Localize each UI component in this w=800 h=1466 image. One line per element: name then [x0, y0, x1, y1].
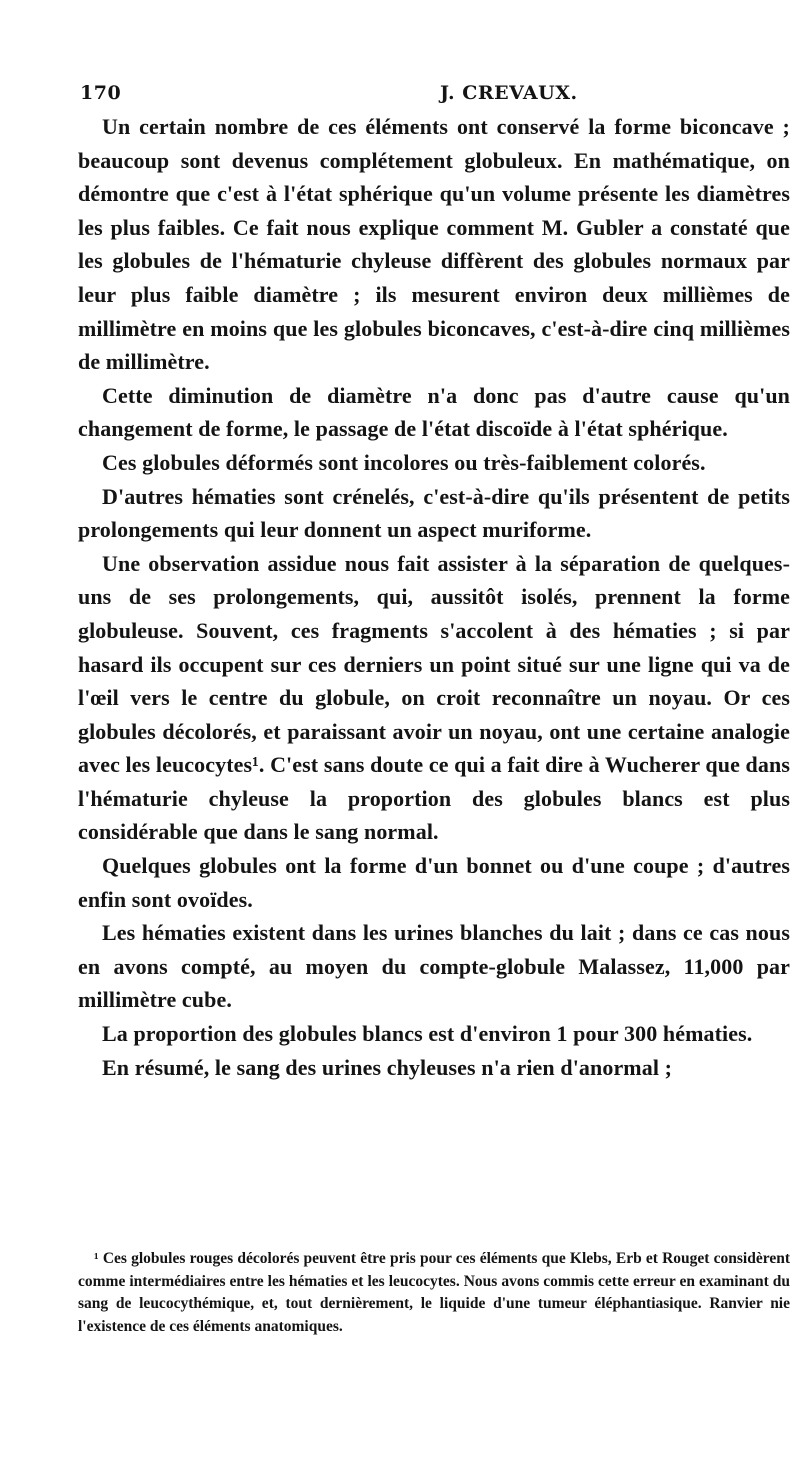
- paragraph: Quelques globules ont la forme d'un bonnet ou d'une coupe ; d'autres enfin sont ovoïdes.: [78, 853, 790, 912]
- body-text: [78, 110, 790, 1084]
- paragraph: Une observation assidue nous fait assister à la séparation de quelques-uns de ses prolongements, qui, aussitôt isolés, prennent la forme globuleuse. Souvent, ces fragments s'accolent à des hématies ; si par hasard ils occupent sur ces derniers un point situé sur une ligne qui va de l'œil vers le centre du globule, on croit reconnaître un noyau. Or ces globules décolorés, et paraissant avoir un noyau, ont une certaine analogie avec les leucocytes¹. C'est sans doute ce qui a fait dire à Wucherer que dans l'hématurie chyleuse la proportion des globules blancs est plus considérable que dans le sang normal.: [78, 550, 790, 845]
- paragraph: D'autres hématies sont crénelés, c'est-à-dire qu'ils présentent de petits prolongements qui leur donnent un aspect muriforme.: [78, 483, 790, 543]
- paragraph: Cette diminution de diamètre n'a donc pas d'autre cause qu'un changement de forme, le passage de l'état discoïde à l'état sphérique.: [78, 382, 790, 442]
- footnote: [78, 1248, 790, 1338]
- page-header: [78, 68, 760, 108]
- paragraph: Un certain nombre de ces éléments ont conservé la forme biconcave ; beaucoup sont devenus complétement globuleux. En mathématique, on démontre que c'est à l'état sphérique qu'un volume présente les diamètres les plus faibles. Ce fait nous explique comment M. Gubler a constaté que les globules de l'hématurie chyleuse diffèrent des globules normaux par leur plus faible diamètre ; ils mesurent environ deux millièmes de millimètre en moins que les globules biconcaves, c'est-à-dire cinq millièmes de millimètre.: [78, 114, 790, 375]
- paragraph: Les hématies existent dans les urines blanches du lait ; dans ce cas nous en avons compté, au moyen du compte-globule Malassez, 11,000 par millimètre cube.: [78, 920, 790, 1013]
- paragraph: En résumé, le sang des urines chyleuses n'a rien d'anormal ;: [102, 1054, 673, 1080]
- running-title: J. CREVAUX.: [440, 82, 578, 104]
- paragraph: La proportion des globules blancs est d'environ 1 pour 300 hématies.: [102, 1021, 753, 1047]
- paragraph: Ces globules déformés sont incolores ou très-faiblement colorés.: [102, 449, 706, 475]
- page-number: 170: [80, 82, 122, 104]
- footnote-text: ¹ Ces globules rouges décolorés peuvent être pris pour ces éléments que Klebs, Erb et Rouget considèrent comme intermédiaires entre les hématies et les leucocytes. Nous avons commis cette erreur en examinant du sang de leucocythémique, et, tout dernièrement, le liquide d'une tumeur éléphantiasique. Ranvier nie l'existence de ces éléments anatomiques.: [78, 1250, 790, 1335]
